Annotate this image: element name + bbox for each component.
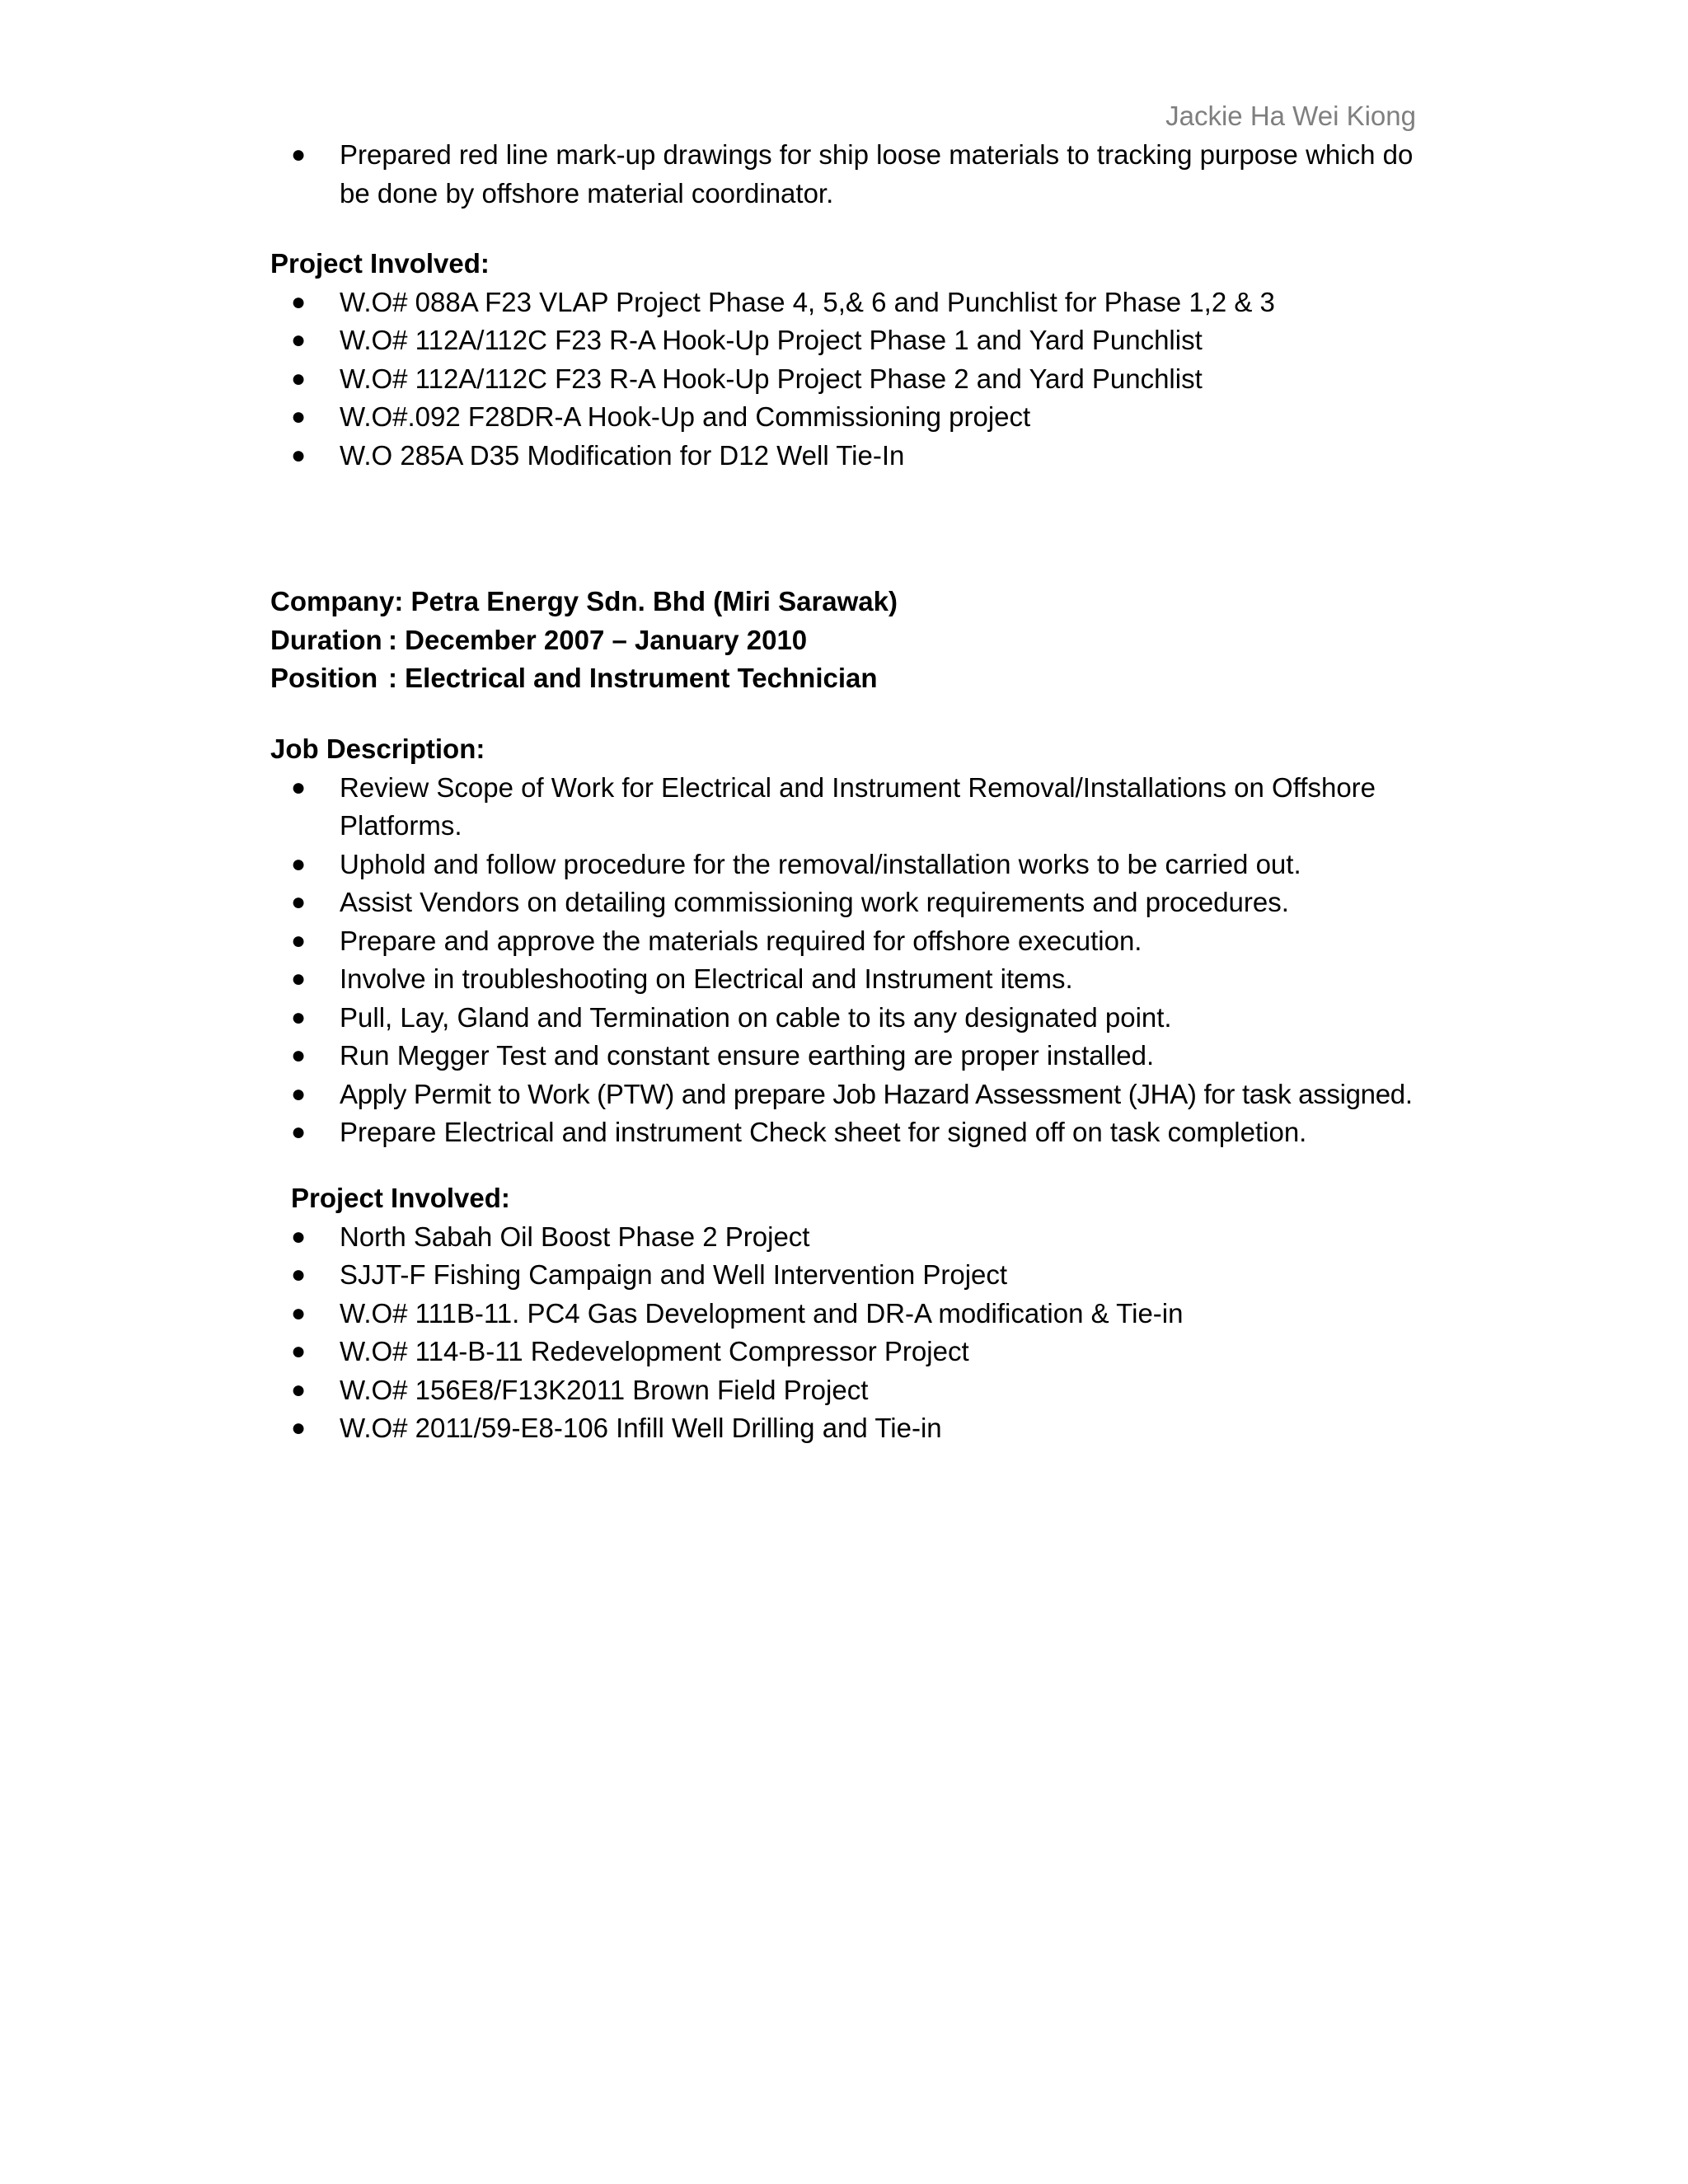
bullet-icon: ●: [291, 141, 307, 168]
list-item-text: W.O# 112A/112C F23 R-A Hook-Up Project Phase 1 and Yard Punchlist: [340, 325, 1203, 355]
list-item-text: Prepare and approve the materials required for offshore execution.: [340, 925, 1142, 956]
bullet-icon: ●: [291, 1080, 307, 1108]
position-row: [270, 659, 1441, 698]
list-item: [270, 1256, 1441, 1295]
company-value: Petra Energy Sdn. Bhd (Miri Sarawak): [410, 586, 898, 616]
bullet-icon: ●: [291, 773, 307, 801]
list-item: [270, 1295, 1441, 1333]
projects-heading: Project Involved:: [270, 248, 490, 279]
bullet-icon: ●: [291, 288, 307, 316]
bullet-icon: ●: [291, 326, 307, 354]
list-item: [270, 769, 1441, 846]
duration-row: [270, 621, 1441, 660]
projects-list: [270, 284, 1441, 476]
list-item-text: Uphold and follow procedure for the removal/installation works to be carried out.: [340, 848, 1301, 879]
list-item: [270, 1333, 1441, 1371]
list-item-text: W.O# 088A F23 VLAP Project Phase 4, 5,& 6 and Punchlist for Phase 1,2 & 3: [340, 286, 1275, 317]
list-item: [270, 883, 1441, 922]
list-item-text: W.O# 112A/112C F23 R-A Hook-Up Project Phase 2 and Yard Punchlist: [340, 363, 1203, 394]
header-name: Jackie Ha Wei Kiong: [1165, 101, 1416, 131]
continued-bullet-list: [270, 136, 1441, 213]
position-key: Position: [270, 663, 378, 693]
bullet-icon: ●: [291, 850, 307, 878]
list-item: [270, 284, 1441, 322]
bullet-icon: ●: [291, 1003, 307, 1031]
list-item-text: W.O# 114-B-11 Redevelopment Compressor Project: [340, 1336, 969, 1366]
position-value: : Electrical and Instrument Technician: [388, 663, 878, 693]
bullet-icon: ●: [291, 1414, 307, 1441]
list-item: [270, 1218, 1441, 1257]
list-item-text: Run Megger Test and constant ensure earthing are proper installed.: [340, 1040, 1155, 1071]
bullet-icon: ●: [291, 1299, 307, 1327]
list-item: [270, 136, 1441, 213]
company-key: Company:: [270, 586, 404, 616]
job-description-heading: Job Description:: [270, 733, 485, 764]
list-item-text: Pull, Lay, Gland and Termination on cable to its any designated point.: [340, 1001, 1172, 1033]
projects-list: [270, 1218, 1441, 1448]
list-item: [270, 398, 1441, 437]
list-item-text: Prepared red line mark-up drawings for ship loose materials to tracking purpose which do be done by offshore material coordinator.: [340, 139, 1414, 209]
list-item-text: W.O# 156E8/F13K2011 Brown Field Project: [340, 1374, 869, 1405]
bullet-icon: ●: [291, 364, 307, 392]
bullet-icon: ●: [291, 1261, 307, 1288]
bullet-icon: ●: [291, 888, 307, 916]
duration-key: Duration: [270, 624, 382, 655]
bullet-icon: ●: [291, 1118, 307, 1146]
bullet-icon: ●: [291, 1338, 307, 1365]
list-item-text: W.O# 2011/59-E8-106 Infill Well Drilling and Tie-in: [340, 1413, 942, 1443]
list-item: [270, 1037, 1441, 1076]
list-item-text: Apply Permit to Work (PTW) and prepare Job Hazard Assessment (JHA) for task assigned.: [340, 1078, 1413, 1109]
list-item-text: North Sabah Oil Boost Phase 2 Project: [340, 1221, 810, 1252]
list-item-text: Involve in troubleshooting on Electrical and Instrument items.: [340, 963, 1073, 994]
bullet-icon: ●: [291, 1222, 307, 1250]
list-item: [270, 1113, 1441, 1152]
projects-heading: Project Involved:: [291, 1183, 510, 1213]
list-item-text: Assist Vendors on detailing commissioning work requirements and procedures.: [340, 887, 1289, 917]
list-item: [270, 1409, 1441, 1448]
list-item-text: SJJT-F Fishing Campaign and Well Intervention Project: [340, 1259, 1008, 1290]
company-info: [270, 583, 1441, 698]
list-item: [270, 922, 1441, 961]
projects-section-1: [270, 245, 1441, 475]
list-item: [270, 360, 1441, 399]
bullet-icon: ●: [291, 926, 307, 954]
list-item: [270, 1371, 1441, 1410]
bullet-icon: ●: [291, 1042, 307, 1069]
list-item-text: W.O# 111B-11. PC4 Gas Development and DR-A modification & Tie-in: [340, 1297, 1184, 1329]
job-description-section: [270, 730, 1441, 1152]
projects-section-2: [270, 1179, 1441, 1448]
list-item-text: Review Scope of Work for Electrical and Instrument Removal/Installations on Offshore Platforms.: [340, 771, 1376, 841]
continued-section: [270, 136, 1441, 213]
duration-value: : December 2007 – January 2010: [388, 624, 808, 655]
list-item: [270, 437, 1441, 476]
bullet-icon: ●: [291, 1376, 307, 1404]
job-description-list: [270, 769, 1441, 1152]
company-row: [270, 583, 1441, 621]
bullet-icon: ●: [291, 403, 307, 430]
list-item-text: Prepare Electrical and instrument Check sheet for signed off on task completion.: [340, 1117, 1307, 1147]
list-item-text: W.O 285A D35 Modification for D12 Well Tie-In: [340, 439, 905, 471]
list-item: [270, 1076, 1441, 1114]
list-item-text: W.O#.092 F28DR-A Hook-Up and Commissioning project: [340, 401, 1031, 432]
list-item: [270, 999, 1441, 1038]
list-item: [270, 846, 1441, 884]
bullet-icon: ●: [291, 441, 307, 469]
bullet-icon: ●: [291, 965, 307, 992]
list-item: [270, 960, 1441, 999]
list-item: [270, 321, 1441, 360]
